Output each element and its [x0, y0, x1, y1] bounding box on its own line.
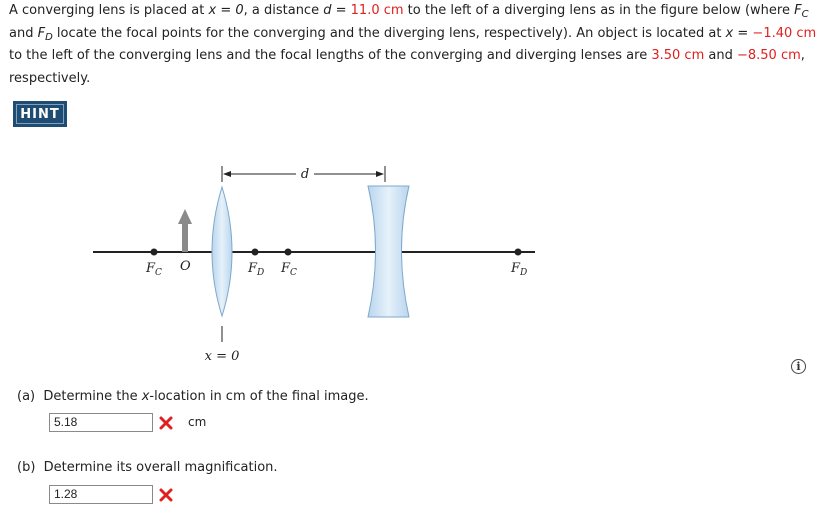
incorrect-x-icon: [159, 416, 173, 430]
problem-text: to the left of the converging lens and the focal lengths of the converging and diverging lenses are: [9, 48, 652, 63]
problem-text: and: [704, 48, 737, 63]
focal-point-fd-mid: [252, 249, 259, 256]
hint-button-label: HINT: [20, 106, 60, 122]
label-fd-mid: $F_D$: [248, 261, 265, 278]
part-a-label: [17, 389, 369, 404]
given-focal-length-diverging: −8.50 cm: [736, 48, 801, 63]
part-a-answer-input[interactable]: 5.18: [49, 413, 153, 432]
part-b-label: (b) Determine its overall magnification.: [17, 460, 278, 475]
math-fd-sub: D: [45, 31, 53, 43]
part-a-label-var: x: [141, 389, 150, 404]
label-origin-o: O: [180, 259, 191, 274]
focal-point-fc-right: [285, 249, 292, 256]
object-arrow-shaft: [182, 222, 188, 252]
dimension-arrowhead-right: [376, 171, 384, 177]
info-icon[interactable]: [791, 359, 806, 374]
given-object-position: −1.40 cm: [752, 25, 817, 41]
label-fc-left: $F_C$: [146, 261, 162, 278]
problem-text: , respectively.: [9, 48, 805, 86]
problem-text: to the left of a diverging lens as in the figure below (where: [403, 3, 795, 18]
label-fc-right: $F_C$: [281, 261, 297, 278]
problem-text: =: [733, 25, 753, 41]
math-fc-sub: C: [801, 9, 809, 20]
info-icon-glyph: i: [796, 360, 801, 373]
dimension-arrowhead-left: [223, 171, 231, 177]
object-arrow-head: [178, 209, 192, 224]
problem-text: , a distance: [243, 3, 324, 18]
part-a-unit: cm: [188, 415, 207, 429]
dimension-label-d: d: [300, 167, 310, 182]
math-x: x: [725, 25, 734, 41]
math-d: d: [323, 3, 332, 18]
given-distance-value: 11.0 cm: [350, 3, 404, 18]
problem-text: =: [331, 3, 351, 18]
part-b-answer-input[interactable]: 1.28: [49, 485, 153, 504]
math-x-eq-0: x = 0: [208, 3, 244, 18]
math-fc: F: [794, 3, 802, 18]
label-x-eq-0: x = 0: [204, 349, 240, 364]
math-fd: F: [37, 25, 46, 41]
focal-point-fd-right: [515, 249, 522, 256]
focal-point-fc-left: [151, 249, 158, 256]
part-a-label-suffix: -location in cm of the final image.: [149, 389, 369, 404]
problem-text: A converging lens is placed at: [9, 3, 209, 18]
converging-lens: [212, 187, 232, 316]
problem-text: locate the focal points for the converging and the diverging lens, respectively). An object is located at: [52, 25, 726, 41]
part-a-label-prefix: (a) Determine the: [17, 389, 142, 404]
incorrect-x-icon: [159, 488, 173, 502]
label-fd-right: $F_D$: [511, 261, 528, 278]
given-focal-length-converging: 3.50 cm: [651, 48, 705, 63]
problem-text: and: [9, 25, 38, 41]
